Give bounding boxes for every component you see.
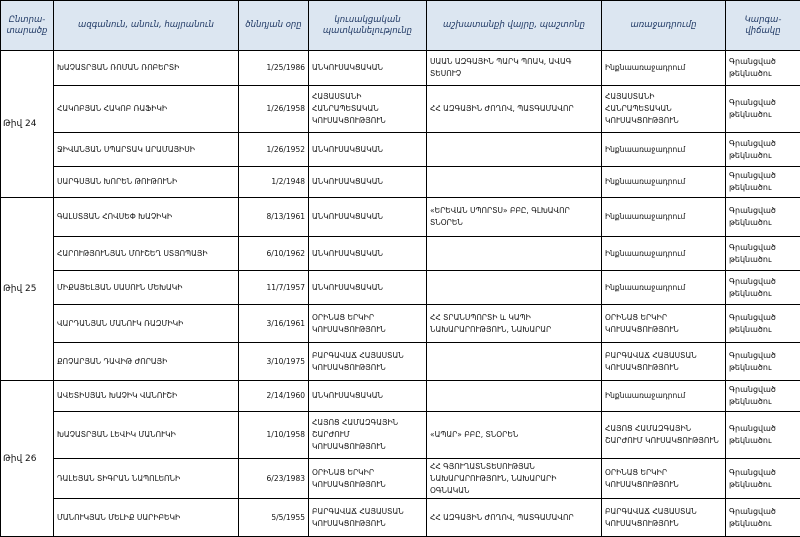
candidate-party: ԱՆԿՈՒՍԱԿՑԱԿԱՆ <box>309 133 427 167</box>
candidate-status: Գրանցված թեկնածու <box>726 343 800 381</box>
candidate-status: Գրանցված թեկնածու <box>726 459 800 499</box>
header-name: ազգանուն, անուն, հայրանուն <box>54 1 239 51</box>
header-party: կուսակցական պատկանելությունը <box>309 1 427 51</box>
candidate-work <box>427 133 602 167</box>
candidate-status: Գրանցված թեկնածու <box>726 237 800 271</box>
candidate-party: ԱՆԿՈՒՍԱԿՑԱԿԱՆ <box>309 198 427 237</box>
candidate-party: ԱՆԿՈՒՍԱԿՑԱԿԱՆ <box>309 271 427 305</box>
candidate-work: «ԵՐԵՎԱՆ ՍՊՈՐՏՍ» ԲԲԸ, ԳԼԽԱՎՈՐ ՏՆՕՐԵՆ <box>427 198 602 237</box>
table-row <box>1 343 800 381</box>
candidate-status: Գրանցված թեկնածու <box>726 167 800 198</box>
candidate-nomination: ՀԱՅԱՍՏԱՆԻ ՀԱՆՐԱՊԵՏԱԿԱՆ ԿՈՒՍԱԿՑՈՒԹՅՈՒՆ <box>602 86 726 133</box>
table-row <box>1 381 800 412</box>
candidate-name: ՀԱՐՈՒԹՅՈՒՆՅԱՆ ՄՈՒՇԵՂ ՍՏՅՈՊԱՅԻ <box>54 237 239 271</box>
candidate-party: ԱՆԿՈՒՍԱԿՑԱԿԱՆ <box>309 237 427 271</box>
candidate-work <box>427 167 602 198</box>
candidate-name: ԽԱՉԱՏՐՅԱՆ ՌՈՄԱՆ ՌՈԲԵՐՏԻ <box>54 51 239 86</box>
table-row <box>1 499 800 537</box>
candidate-name: ՀԱԿՈԲՅԱՆ ՀԱԿՈԲ ՌԱՖԻԿԻ <box>54 86 239 133</box>
table-row <box>1 237 800 271</box>
candidate-name: ԱՎԵՏԻՍՅԱՆ ԽԱՉԻԿ ՎԱՆՈՒՇԻ <box>54 381 239 412</box>
candidate-name: ԳԱԼՍՏՅԱՆ ՀՈՎՍԵՓ ԽԱՉԻԿԻ <box>54 198 239 237</box>
candidate-name: ՔՈՉԱՐՅԱՆ ԴԱՎԻԹ ԺՈՐԱՅԻ <box>54 343 239 381</box>
header-dob: ծննդյան օրը <box>239 1 309 51</box>
candidate-work <box>427 237 602 271</box>
candidate-dob: 1/25/1986 <box>239 51 309 86</box>
candidate-dob: 1/10/1958 <box>239 412 309 459</box>
candidate-nomination: Ինքնաառաջադրում <box>602 198 726 237</box>
header-row <box>1 1 800 51</box>
candidate-name: ՄԻՔԱՅԵԼՅԱՆ ՍԱՍՈՒՆ ՄԵԽԱԿԻ <box>54 271 239 305</box>
candidate-name: ԴԱԼԵՅԱՆ ՏԻԳՐԱՆ ՆԱՊՈԼԵՈՆԻ <box>54 459 239 499</box>
header-work: աշխատանքի վայրը, պաշտոնը <box>427 1 602 51</box>
candidate-work: ՀՀ ՏՐԱՆՍՊՈՐՏԻ և ԿԱՊԻ ՆԱԽԱՐԱՐՈՒԹՅՈՒՆ, ՆԱԽԱՐԱՐ <box>427 305 602 343</box>
candidate-nomination: ԲԱՐԳԱՎԱՃ ՀԱՅԱՍՏԱՆ ԿՈՒՍԱԿՑՈՒԹՅՈՒՆ <box>602 343 726 381</box>
candidate-dob: 5/5/1955 <box>239 499 309 537</box>
candidate-name: ԽԱՉԱՏՐՅԱՆ ԼԵՎԻԿ ՄԱՆՈՒԿԻ <box>54 412 239 459</box>
candidate-status: Գրանցված թեկնածու <box>726 86 800 133</box>
candidate-status: Գրանցված թեկնածու <box>726 412 800 459</box>
table-row <box>1 133 800 167</box>
candidate-party: ԱՆԿՈՒՍԱԿՑԱԿԱՆ <box>309 381 427 412</box>
candidate-status: Գրանցված թեկնածու <box>726 271 800 305</box>
district-cell: Թիվ 24 <box>1 51 54 198</box>
candidate-dob: 8/13/1961 <box>239 198 309 237</box>
candidate-work <box>427 381 602 412</box>
candidate-status: Գրանցված թեկնածու <box>726 51 800 86</box>
candidate-dob: 1/26/1952 <box>239 133 309 167</box>
candidate-party: ՕՐԻՆԱՑ ԵՐԿԻՐ ԿՈՒՍԱԿՑՈՒԹՅՈՒՆ <box>309 305 427 343</box>
candidate-status: Գրանցված թեկնածու <box>726 133 800 167</box>
candidate-name: ՋԻՎԱՆՅԱՆ ՍՊԱՐՏԱԿ ԱՐԱՄԱՅԻՍԻ <box>54 133 239 167</box>
candidate-nomination: ՀԱՅՈՑ ՀԱՄԱԶԳԱՅԻՆ ՇԱՐԺՈՒՄ ԿՈՒՍԱԿՑՈՒԹՅՈՒՆ <box>602 412 726 459</box>
candidate-work: ՀՀ ԱԶԳԱՅԻՆ ԺՈՂՈՎ, ՊԱՏԳԱՄԱՎՈՐ <box>427 86 602 133</box>
table-row <box>1 305 800 343</box>
candidate-name: ՎԱՐԴԱՆՅԱՆ ՄԱՆՈՒԿ ՌԱԶՄԻԿԻ <box>54 305 239 343</box>
candidate-nomination: Ինքնաառաջադրում <box>602 133 726 167</box>
candidate-party: ՀԱՅՈՑ ՀԱՄԱԶԳԱՅԻՆ ՇԱՐԺՈՒՄ ԿՈՒՍԱԿՑՈՒԹՅՈՒՆ <box>309 412 427 459</box>
candidate-work: ՍԱԱՆ ԱԶԳԱՅԻՆ ՊԱՐԿ ՊՈԱԿ, ԱՎԱԳ ՏԵՍՈՒՉ <box>427 51 602 86</box>
candidate-dob: 11/7/1957 <box>239 271 309 305</box>
table-row <box>1 271 800 305</box>
header-district: Ընտրա-տարածք <box>1 1 54 51</box>
candidate-work: «ԱՊԱՐ» ԲԲԸ, ՏՆՕՐԵՆ <box>427 412 602 459</box>
candidate-dob: 6/23/1983 <box>239 459 309 499</box>
candidate-nomination: Ինքնաառաջադրում <box>602 271 726 305</box>
candidate-nomination: Ինքնաառաջադրում <box>602 51 726 86</box>
candidate-party: ԱՆԿՈՒՍԱԿՑԱԿԱՆ <box>309 167 427 198</box>
candidate-name: ՄԱՆՈՒԿՅԱՆ ՄԵԼԻՔ ՍԱՐԻԲԵԿԻ <box>54 499 239 537</box>
table-row <box>1 412 800 459</box>
header-status: Կարգա-վիճակը <box>726 1 800 51</box>
candidate-dob: 3/10/1975 <box>239 343 309 381</box>
candidate-status: Գրանցված թեկնածու <box>726 381 800 412</box>
candidate-nomination: ՕՐԻՆԱՑ ԵՐԿԻՐ ԿՈՒՍԱԿՑՈՒԹՅՈՒՆ <box>602 459 726 499</box>
candidate-party: ԱՆԿՈՒՍԱԿՑԱԿԱՆ <box>309 51 427 86</box>
candidate-nomination: Ինքնաառաջադրում <box>602 237 726 271</box>
candidate-dob: 2/14/1960 <box>239 381 309 412</box>
candidate-work: ՀՀ ԳՅՈՒՂԱՏՆՏԵՍՈՒԹՅԱՆ ՆԱԽԱՐԱՐՈՒԹՅՈՒՆ, ՆԱԽԱՐԱՐԻ ՕԳՆԱԿԱՆ <box>427 459 602 499</box>
district-cell: Թիվ 26 <box>1 381 54 537</box>
candidate-dob: 3/16/1961 <box>239 305 309 343</box>
candidate-dob: 1/26/1958 <box>239 86 309 133</box>
candidate-party: ՕՐԻՆԱՑ ԵՐԿԻՐ ԿՈՒՍԱԿՑՈՒԹՅՈՒՆ <box>309 459 427 499</box>
candidate-name: ՍԱՐԳՍՅԱՆ ԽՈՐԵՆ ԹՈՒԹՈՒՆԻ <box>54 167 239 198</box>
candidate-dob: 1/2/1948 <box>239 167 309 198</box>
candidate-party: ՀԱՅԱՍՏԱՆԻ ՀԱՆՐԱՊԵՏԱԿԱՆ ԿՈՒՍԱԿՑՈՒԹՅՈՒՆ <box>309 86 427 133</box>
candidate-work <box>427 343 602 381</box>
candidate-dob: 6/10/1962 <box>239 237 309 271</box>
candidate-status: Գրանցված թեկնածու <box>726 198 800 237</box>
candidate-nomination: ՕՐԻՆԱՑ ԵՐԿԻՐ ԿՈՒՍԱԿՑՈՒԹՅՈՒՆ <box>602 305 726 343</box>
candidate-work: ՀՀ ԱԶԳԱՅԻՆ ԺՈՂՈՎ, ՊԱՏԳԱՄԱՎՈՐ <box>427 499 602 537</box>
table-row <box>1 51 800 86</box>
candidate-party: ԲԱՐԳԱՎԱՃ ՀԱՅԱՍՏԱՆ ԿՈՒՍԱԿՑՈՒԹՅՈՒՆ <box>309 499 427 537</box>
table-row <box>1 198 800 237</box>
table-row <box>1 86 800 133</box>
candidate-work <box>427 271 602 305</box>
table-row <box>1 167 800 198</box>
candidate-party: ԲԱՐԳԱՎԱՃ ՀԱՅԱՍՏԱՆ ԿՈՒՍԱԿՑՈՒԹՅՈՒՆ <box>309 343 427 381</box>
candidate-nomination: Ինքնաառաջադրում <box>602 167 726 198</box>
candidate-status: Գրանցված թեկնածու <box>726 305 800 343</box>
district-cell: Թիվ 25 <box>1 198 54 381</box>
table-row <box>1 459 800 499</box>
candidate-nomination: ԲԱՐԳԱՎԱՃ ՀԱՅԱՍՏԱՆ ԿՈՒՍԱԿՑՈՒԹՅՈՒՆ <box>602 499 726 537</box>
candidate-status: Գրանցված թեկնածու <box>726 499 800 537</box>
candidate-nomination: Ինքնաառաջադրում <box>602 381 726 412</box>
header-nomination: առաջադրումը <box>602 1 726 51</box>
